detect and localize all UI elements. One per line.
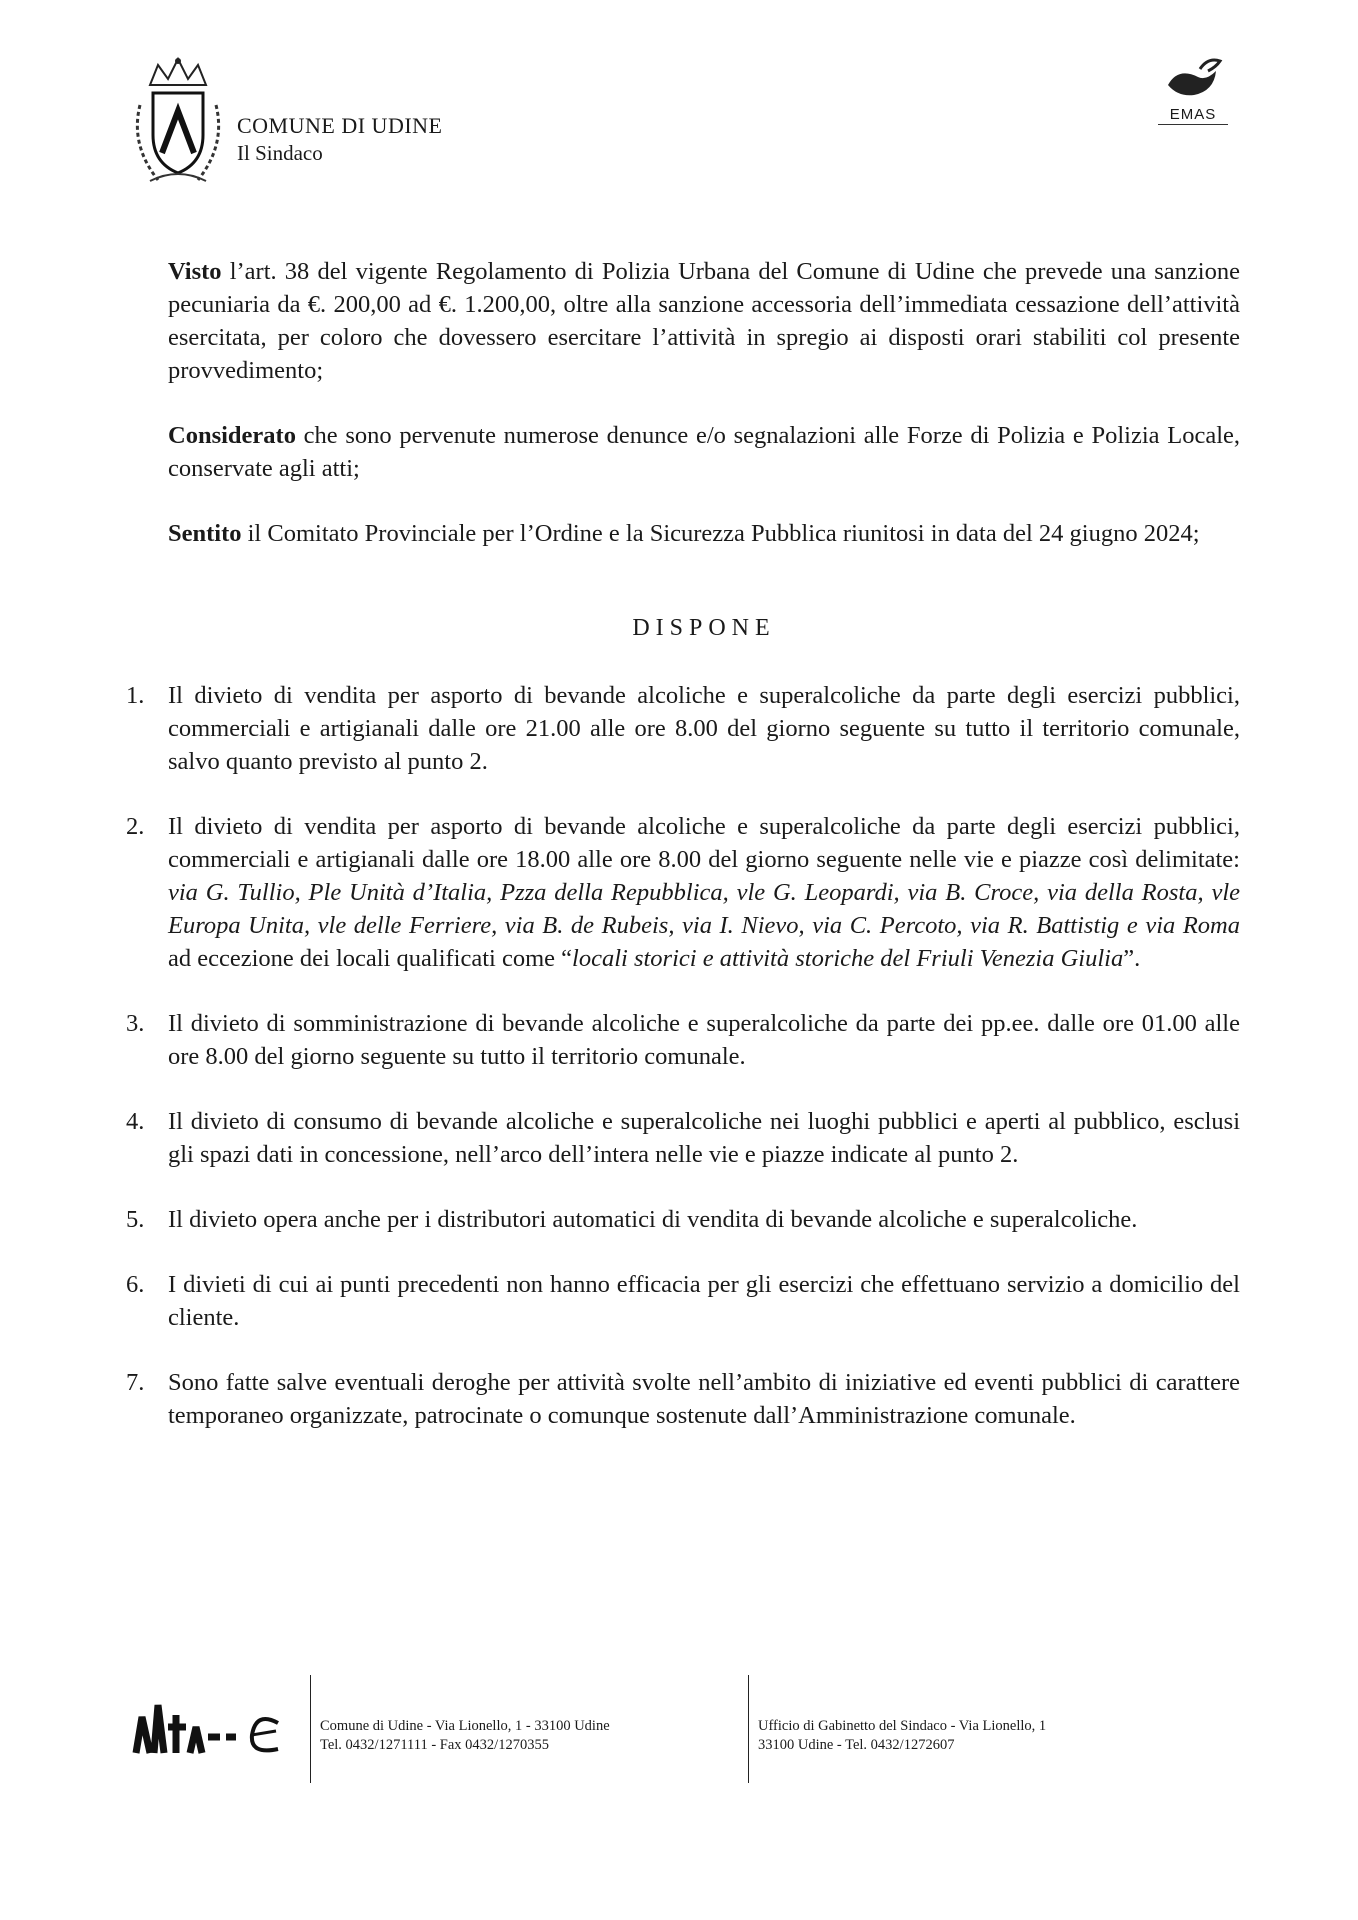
- emas-label: EMAS: [1169, 106, 1217, 123]
- footer-address-line: Comune di Udine - Via Lionello, 1 - 33100 Udine: [320, 1718, 610, 1734]
- provision-item: [126, 810, 1240, 975]
- provision-text: [168, 1108, 1240, 1168]
- city-crest-icon: [128, 55, 228, 195]
- provision-text-run: Il divieto opera anche per i distributori automatici di vendita di bevande alcoliche e superalcoliche.: [168, 1206, 1138, 1233]
- provision-number: 1.: [126, 682, 145, 709]
- section-heading: DISPONE: [632, 615, 776, 641]
- provision-item: [126, 1007, 1240, 1073]
- recital-text: il Comitato Provinciale per l’Ordine e la Sicurezza Pubblica riunitosi in data del 24 giugno 2024;: [241, 520, 1200, 547]
- footer-address: [320, 1717, 610, 1755]
- provision-number: 3.: [126, 1010, 145, 1037]
- emas-underline: [1158, 124, 1228, 125]
- recital-text: che sono pervenute numerose denunce e/o segnalazioni alle Forze di Polizia e Polizia Locale, conservate agli atti;: [168, 422, 1240, 482]
- provision-text: [168, 1206, 1137, 1233]
- provision-text: [168, 1010, 1240, 1070]
- recital-sentito: [168, 517, 1240, 550]
- emas-logo: [1148, 55, 1238, 155]
- provisions-list: [126, 679, 1240, 1432]
- footer-office-phone: 33100 Udine - Tel. 0432/1272607: [758, 1737, 955, 1753]
- recital-lead: Considerato: [168, 422, 296, 449]
- provision-italic-run: locali storici e attività storiche del Friuli Venezia Giulia: [572, 945, 1124, 972]
- provision-text-run: Il divieto di vendita per asporto di bevande alcoliche e superalcoliche da parte degli esercizi pubblici, commerciali e artigianali dalle ore 18.00 alle ore 8.00 del giorno seguente nelle vie e piazze così delimitate:: [168, 813, 1240, 873]
- provision-text: [168, 682, 1240, 775]
- provision-text: [168, 813, 1240, 972]
- provision-text-run: ”.: [1123, 945, 1141, 972]
- org-role: Il Sindaco: [237, 141, 323, 165]
- provision-text-run: I divieti di cui ai punti precedenti non hanno efficacia per gli esercizi che effettuano servizio a domicilio del cliente.: [168, 1271, 1240, 1331]
- provision-italic-run: via G. Tullio, Ple Unità d’Italia, Pzza della Repubblica, vle G. Leopardi, via B. Croce, via della Rosta, vle Europa Unita, vle delle Ferriere, via B. de Rubeis, via I. Nievo, via C. Percoto, via R. Battistig e via Roma: [168, 879, 1240, 939]
- provision-item: [126, 1105, 1240, 1171]
- page-footer: [128, 1675, 1238, 1795]
- recital-visto: [168, 255, 1240, 387]
- provision-number: 4.: [126, 1108, 145, 1135]
- provision-number: 7.: [126, 1369, 145, 1396]
- provision-text-run: Il divieto di consumo di bevande alcoliche e superalcoliche nei luoghi pubblici e aperti al pubblico, esclusi gli spazi dati in concessione, nell’arco dell’intera nelle vie e piazze indicate al punto 2.: [168, 1108, 1240, 1168]
- footer-office: [758, 1717, 1046, 1755]
- recital-considerato: [168, 419, 1240, 485]
- provision-item: [126, 1268, 1240, 1334]
- letterhead: [128, 55, 1238, 205]
- provision-item: [126, 1366, 1240, 1432]
- provision-text-run: Sono fatte salve eventuali deroghe per attività svolte nell’ambito di iniziative ed eventi pubblici di carattere temporaneo organizzate, patrocinate o comunque sostenute dall’Amministrazione comunale.: [168, 1369, 1240, 1429]
- recital-lead: Visto: [168, 258, 222, 285]
- ordinance-body: [126, 255, 1240, 1464]
- footer-divider: [310, 1675, 311, 1783]
- provision-number: 5.: [126, 1206, 145, 1233]
- emas-leaf-icon: [1158, 55, 1228, 103]
- provision-text: [168, 1271, 1240, 1331]
- provision-text: [168, 1369, 1240, 1429]
- provision-text-run: ad eccezione dei locali qualificati come “: [168, 945, 573, 972]
- footer-divider: [748, 1675, 749, 1783]
- provision-item: [126, 679, 1240, 778]
- provision-text-run: Il divieto di vendita per asporto di bevande alcoliche e superalcoliche da parte degli esercizi pubblici, commerciali e artigianali dalle ore 21.00 alle ore 8.00 del giorno seguente su tutto il territorio comunale, salvo quanto previsto al punto 2.: [168, 682, 1240, 775]
- provision-number: 2.: [126, 813, 145, 840]
- recital-lead: Sentito: [168, 520, 242, 547]
- recital-text: l’art. 38 del vigente Regolamento di Polizia Urbana del Comune di Udine che prevede una sanzione pecuniaria da €. 200,00 ad €. 1.200,00, oltre alla sanzione accessoria dell’immediata cessazione dell’attività esercitata, per coloro che dovessero esercitare l’attività in spregio ai disposti orari stabiliti col presente provvedimento;: [168, 258, 1240, 384]
- provision-text-run: Il divieto di somministrazione di bevande alcoliche e superalcoliche da parte dei pp.ee. dalle ore 01.00 alle ore 8.00 del giorno seguente su tutto il territorio comunale.: [168, 1010, 1240, 1070]
- provision-item: [126, 1203, 1240, 1236]
- city-brand-logo-icon: [128, 1697, 288, 1757]
- footer-phone-line: Tel. 0432/1271111 - Fax 0432/1270355: [320, 1737, 549, 1753]
- provision-number: 6.: [126, 1271, 145, 1298]
- footer-office-line: Ufficio di Gabinetto del Sindaco - Via Lionello, 1: [758, 1718, 1047, 1734]
- org-name: COMUNE DI UDINE: [237, 113, 443, 138]
- issuer-block: [237, 113, 442, 166]
